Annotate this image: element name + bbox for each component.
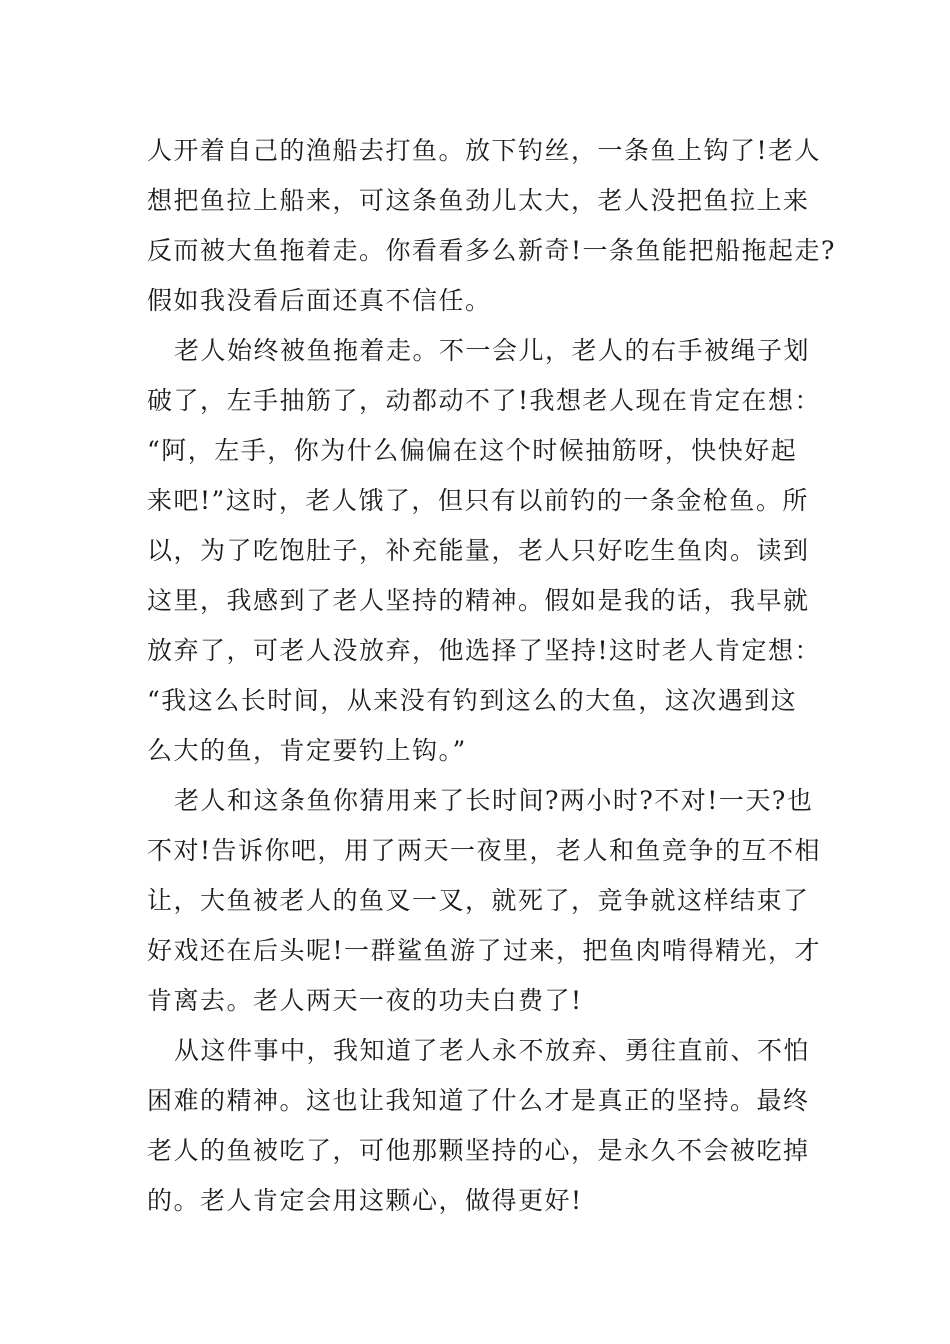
text-line: 这里，我感到了老人坚持的精神。假如是我的话，我早就 <box>147 586 810 615</box>
text-line: 么大的鱼，肯定要钓上钩。” <box>147 736 467 765</box>
text-line: 以，为了吃饱肚子，补充能量，老人只好吃生鱼肉。读到 <box>147 536 810 565</box>
text-line: 老人的鱼被吃了，可他那颗坚持的心，是永久不会被吃掉 <box>147 1136 810 1165</box>
text-line: 好戏还在后头呢!一群鲨鱼游了过来，把鱼肉啃得精光，才 <box>147 936 822 965</box>
text-line: 让，大鱼被老人的鱼叉一叉，就死了，竞争就这样结束了 <box>147 886 810 915</box>
text-line: 不对!告诉你吧，用了两天一夜里，老人和鱼竞争的互不相 <box>147 836 822 865</box>
text-line: “我这么长时间，从来没有钓到这么的大鱼，这次遇到这 <box>147 686 798 715</box>
text-line: 肯离去。老人两天一夜的功夫白费了! <box>147 986 583 1015</box>
paragraph-1 <box>147 126 837 326</box>
text-line: 破了，左手抽筋了，动都动不了!我想老人现在肯定在想： <box>147 386 822 415</box>
text-line: 假如我没看后面还真不信任。 <box>147 286 492 315</box>
paragraph-2 <box>147 326 837 776</box>
text-line: 来吧!”这时，老人饿了，但只有以前钓的一条金枪鱼。所 <box>147 486 809 515</box>
text-line: 人开着自己的渔船去打鱼。放下钓丝，一条鱼上钩了!老人 <box>147 136 822 165</box>
text-line: 老人始终被鱼拖着走。不一会儿，老人的右手被绳子划 <box>174 336 811 365</box>
text-line: 困难的精神。这也让我知道了什么才是真正的坚持。最终 <box>147 1086 810 1115</box>
text-line: “阿，左手，你为什么偏偏在这个时候抽筋呀，快快好起 <box>147 436 798 465</box>
text-line: 反而被大鱼拖着走。你看看多么新奇!一条鱼能把船拖起走? <box>147 236 836 265</box>
text-line: 的。老人肯定会用这颗心，做得更好! <box>147 1186 583 1215</box>
paragraph-3 <box>147 776 837 1026</box>
text-line: 想把鱼拉上船来，可这条鱼劲儿太大，老人没把鱼拉上来 <box>147 186 810 215</box>
text-line: 放弃了，可老人没放弃，他选择了坚持!这时老人肯定想： <box>147 636 822 665</box>
paragraph-4 <box>147 1026 837 1226</box>
text-line: 老人和这条鱼你猜用来了长时间?两小时?不对!一天?也 <box>174 786 814 815</box>
text-line: 从这件事中，我知道了老人永不放弃、勇往直前、不怕 <box>174 1036 811 1065</box>
essay-body <box>147 126 837 1226</box>
